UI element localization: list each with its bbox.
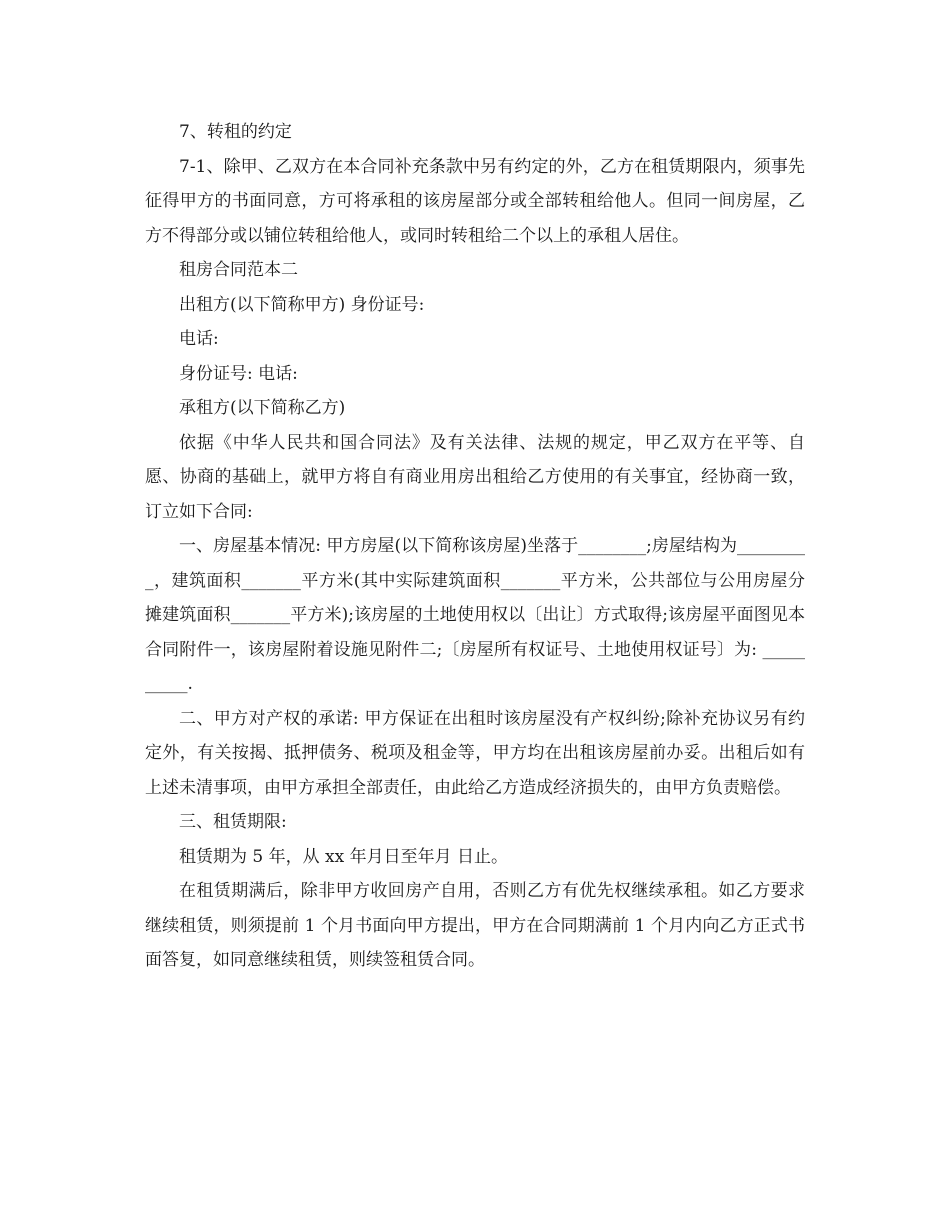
lease-renewal-clause: 在租赁期满后，除非甲方收回房产自用，否则乙方有优先权继续承租。如乙方要求继续租赁，则须提前 1 个月书面向甲方提出，甲方在合同期满前 1 个月内向乙方正式书面答复，如同意继续租赁，则续签租赁合同。 [145, 881, 805, 970]
contract-title-template-two: 租房合同范本二 [179, 260, 298, 280]
sublease-heading: 7、转租的约定 [179, 122, 292, 142]
lessor-id-line: 出租方(以下简称甲方) 身份证号: [179, 294, 425, 315]
lease-term-heading: 三、租赁期限: [179, 812, 287, 832]
lease-term-period: 租赁期为 5 年，从 xx 年月日至年月 日止。 [179, 846, 509, 867]
property-rights-clause: 二、甲方对产权的承诺: 甲方保证在出租时该房屋没有产权纠纷;除补充协议另有约定外，有关按揭、抵押债务、税项及租金等，甲方均在出租该房屋前办妥。出租后如有上述未清事项，由甲方承担全部责任，由此给乙方造成经济损失的，由甲方负责赔偿。 [145, 708, 805, 798]
sublease-clause-7-1: 7-1、除甲、乙双方在本合同补充条款中另有约定的外，乙方在租赁期限内，须事先征得甲方的书面同意，方可将承租的该房屋部分或全部转租给他人。但同一间房屋，乙方不得部分或以铺位转租给他人，或同时转租给二个以上的承租人居住。 [145, 156, 805, 246]
property-basics-clause: 一、房屋基本情况: 甲方房屋(以下简称该房屋)坐落于________;房屋结构为_________，建筑面积_______平方米(其中实际建筑面积_______平方米，公共部位与公用房屋分摊建筑面积_______平方米);该房屋的土地使用权以〔出让〕方式取得;该房屋平面图见本合同附件一，该房屋附着设施见附件二;〔房屋所有权证号、土地使用权证号〕为: __________. [145, 536, 805, 694]
id-phone-line: 身份证号: 电话: [179, 363, 298, 384]
legal-basis-paragraph: 依据《中华人民共和国合同法》及有关法律、法规的规定，甲乙双方在平等、自愿、协商的基础上，就甲方将自有商业用房出租给乙方使用的有关事宜，经协商一致，订立如下合同: [145, 432, 805, 522]
lessor-phone-line: 电话: [179, 329, 219, 349]
lessee-line: 承租方(以下简称乙方) [179, 398, 346, 418]
document-page [145, 115, 805, 978]
